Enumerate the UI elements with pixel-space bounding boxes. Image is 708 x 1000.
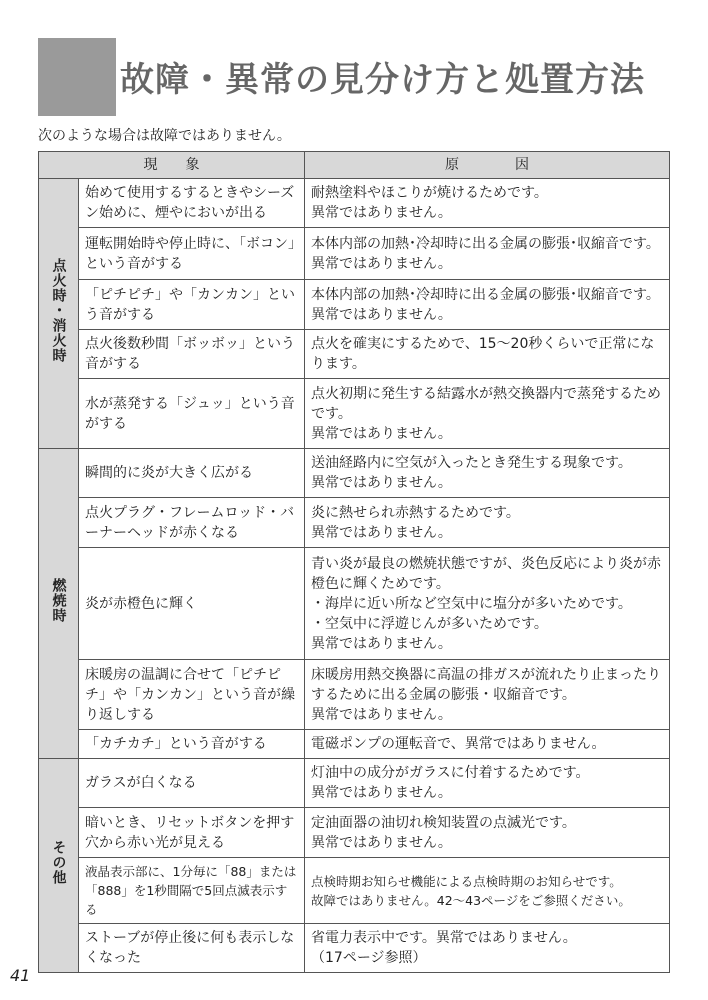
- phenomenon-cell: 運転開始時や停止時に、「ボコン」という音がする: [79, 228, 305, 280]
- table-row: [39, 379, 670, 449]
- table-row: [39, 759, 670, 808]
- category-cell: [39, 179, 79, 449]
- cause-cell: [305, 228, 670, 280]
- table-row: [39, 660, 670, 730]
- page-number: 41: [10, 966, 31, 985]
- header-phenomenon: 現 象: [39, 152, 305, 179]
- cause-line: 炎に熱せられ赤熱するためです。: [311, 504, 520, 521]
- cause-cell: [305, 498, 670, 548]
- cause-cell: [305, 730, 670, 759]
- phenomenon-cell: 点火プラグ・フレームロッド・バーナーヘッドが赤くなる: [79, 498, 305, 548]
- cause-line: 点検時期お知らせ機能による点検時期のお知らせです。: [311, 873, 622, 889]
- cause-cell: [305, 759, 670, 808]
- table-row: [39, 730, 670, 759]
- title-decoration-block: [38, 38, 116, 116]
- header-cause: 原 因: [305, 152, 670, 179]
- cause-line: 異常ではありません。: [311, 524, 452, 541]
- table-row: [39, 449, 670, 498]
- cause-line: 異常ではありません。: [311, 255, 452, 272]
- cause-cell: [305, 858, 670, 924]
- phenomenon-cell: 液晶表示部に、1分毎に「88」または「888」を1秒間隔で5回点滅表示する: [79, 858, 305, 924]
- cause-line: 青い炎が最良の燃焼状態ですが、炎色反応により炎が赤橙色に輝くためです。: [311, 555, 661, 592]
- phenomenon-cell: 点火後数秒間「ボッボッ」という音がする: [79, 330, 305, 379]
- cause-cell: [305, 379, 670, 449]
- cause-line: 異常ではありません。: [311, 475, 452, 491]
- category-label: 点火時・消火時: [50, 258, 67, 363]
- phenomenon-cell: 床暖房の温調に合せて「ピチピチ」や「カンカン」という音が繰り返しする: [79, 660, 305, 730]
- table-row: [39, 858, 670, 924]
- category-cell: [39, 449, 79, 759]
- table-row: [39, 808, 670, 858]
- phenomenon-cell: ガラスが白くなる: [79, 759, 305, 808]
- cause-line: 異常ではありません。: [311, 425, 452, 442]
- phenomenon-cell: 「カチカチ」という音がする: [79, 730, 305, 759]
- cause-line: 本体内部の加熱･冷却時に出る金属の膨張･収縮音です。: [311, 235, 660, 252]
- category-label: 燃焼時: [50, 578, 67, 623]
- cause-line: 耐熱塗料やほこりが焼けるためです。: [311, 185, 548, 201]
- phenomenon-cell: 水が蒸発する「ジュッ」という音がする: [79, 379, 305, 449]
- table-row: [39, 330, 670, 379]
- phenomenon-cell: ストーブが停止後に何も表示しなくなった: [79, 924, 305, 973]
- category-label: その他: [50, 840, 67, 885]
- table-row: [39, 228, 670, 280]
- cause-line: 故障ではありません。42～43ページをご参照ください。: [311, 892, 631, 908]
- phenomenon-cell: 「ピチピチ」や「カンカン」という音がする: [79, 280, 305, 330]
- phenomenon-cell: 暗いとき、リセットボタンを押す穴から赤い光が見える: [79, 808, 305, 858]
- cause-line: 電磁ポンプの運転音で、異常ではありません。: [311, 736, 606, 752]
- phenomenon-cell: 炎が赤橙色に輝く: [79, 548, 305, 660]
- cause-cell: [305, 924, 670, 973]
- cause-cell: [305, 449, 670, 498]
- cause-line: ・空気中に浮遊じんが多いためです。: [311, 615, 548, 632]
- cause-line: 点火を確実にするためで、15～20秒くらいで正常になります。: [311, 336, 655, 372]
- cause-line: 異常ではありません。: [311, 785, 452, 801]
- cause-cell: [305, 660, 670, 730]
- cause-line: 異常ではありません。: [311, 635, 452, 652]
- cause-cell: [305, 330, 670, 379]
- table-header-row: [39, 152, 670, 179]
- cause-line: 異常ではありません。: [311, 205, 452, 221]
- cause-line: 定油面器の油切れ検知装置の点滅光です。: [311, 814, 576, 831]
- cause-line: 点火初期に発生する結露水が熱交換器内で蒸発するためです。: [311, 385, 661, 422]
- cause-line: 異常ではありません。: [311, 834, 452, 851]
- cause-cell: [305, 808, 670, 858]
- cause-line: 送油経路内に空気が入ったとき発生する現象です。: [311, 455, 632, 471]
- troubleshooting-table: [38, 151, 670, 973]
- table-row: [39, 548, 670, 660]
- phenomenon-cell: 始めて使用するするときやシーズン始めに、煙やにおいが出る: [79, 179, 305, 228]
- cause-line: 灯油中の成分がガラスに付着するためです。: [311, 765, 590, 781]
- cause-line: 省電力表示中です。異常ではありません。: [311, 930, 577, 946]
- cause-line: 本体内部の加熱･冷却時に出る金属の膨張･収縮音です。: [311, 286, 660, 303]
- table-row: [39, 924, 670, 973]
- cause-line: ・海岸に近い所など空気中に塩分が多いためです。: [311, 595, 632, 612]
- category-cell: [39, 759, 79, 973]
- table-row: [39, 179, 670, 228]
- phenomenon-cell: 瞬間的に炎が大きく広がる: [79, 449, 305, 498]
- cause-cell: [305, 280, 670, 330]
- cause-line: 異常ではありません。: [311, 306, 452, 323]
- cause-cell: [305, 548, 670, 660]
- table-row: [39, 280, 670, 330]
- cause-line: （17ページ参照）: [311, 950, 427, 966]
- cause-line: 異常ではありません。: [311, 706, 452, 723]
- cause-line: 床暖房用熱交換器に高温の排ガスが流れたり止まったりするために出る金属の膨張・収縮音です。: [311, 666, 661, 703]
- cause-cell: [305, 179, 670, 228]
- page-subtitle: 次のような場合は故障ではありません。: [38, 128, 291, 144]
- page-title: 故障・異常の見分け方と処置方法: [120, 60, 645, 100]
- table-row: [39, 498, 670, 548]
